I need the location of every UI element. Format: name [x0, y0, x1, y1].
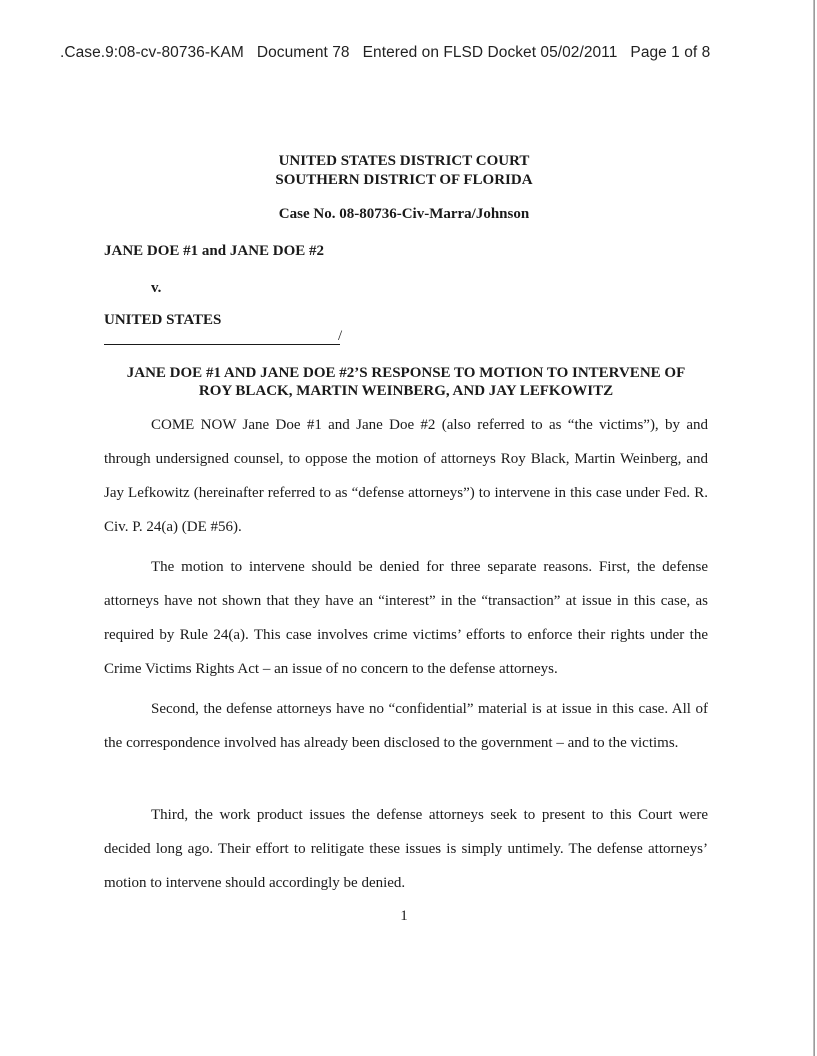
- docket-header-stamp: .Case.9:08-cv-80736-KAM Document 78 Entered on FLSD Docket 05/02/2011 Page 1 of 8: [60, 44, 711, 61]
- caption-versus: v.: [151, 280, 162, 296]
- body-paragraph-4: Third, the work product issues the defense attorneys seek to present to this Court were decided long ago. Their effort to relitigate these issues is simply untimely. The defense attorneys’ motion to intervene should accordingly be denied.: [104, 807, 708, 891]
- case-number: Case No. 08-80736-Civ-Marra/Johnson: [278, 206, 530, 222]
- court-district: SOUTHERN DISTRICT OF FLORIDA: [275, 172, 533, 188]
- scan-edge-line: [813, 0, 815, 1056]
- document-title-line-2: ROY BLACK, MARTIN WEINBERG, AND JAY LEFKOWITZ: [198, 383, 614, 399]
- page-number: 1: [400, 908, 408, 924]
- caption-slash: /: [338, 328, 343, 344]
- caption-rule-line: [104, 344, 340, 345]
- body-paragraph-2: The motion to intervene should be denied for three separate reasons. First, the defense attorneys have not shown that they have an “interest” in the “transaction” at issue in this case, as required by Rule 24(a). This case involves crime victims’ efforts to enforce their rights under the Crime Victims Rights Act – an issue of no concern to the defense attorneys.: [104, 559, 708, 677]
- document-title: [104, 364, 708, 400]
- caption-plaintiffs: JANE DOE #1 and JANE DOE #2: [104, 243, 325, 259]
- body-paragraph-3: Second, the defense attorneys have no “confidential” material is at issue in this case. All of the correspondence involved has already been disclosed to the government – and to the victims.: [104, 701, 708, 751]
- document-title-line-1: JANE DOE #1 AND JANE DOE #2’S RESPONSE TO MOTION TO INTERVENE OF: [126, 365, 686, 381]
- body-paragraph-1: COME NOW Jane Doe #1 and Jane Doe #2 (also referred to as “the victims”), by and through undersigned counsel, to oppose the motion of attorneys Roy Black, Martin Weinberg, and Jay Lefkowitz (hereinafter referred to as “defense attorneys”) to intervene in this case under Fed. R. Civ. P. 24(a) (DE #56).: [104, 417, 708, 535]
- court-name: UNITED STATES DISTRICT COURT: [278, 153, 530, 169]
- caption-defendant: UNITED STATES: [104, 312, 222, 328]
